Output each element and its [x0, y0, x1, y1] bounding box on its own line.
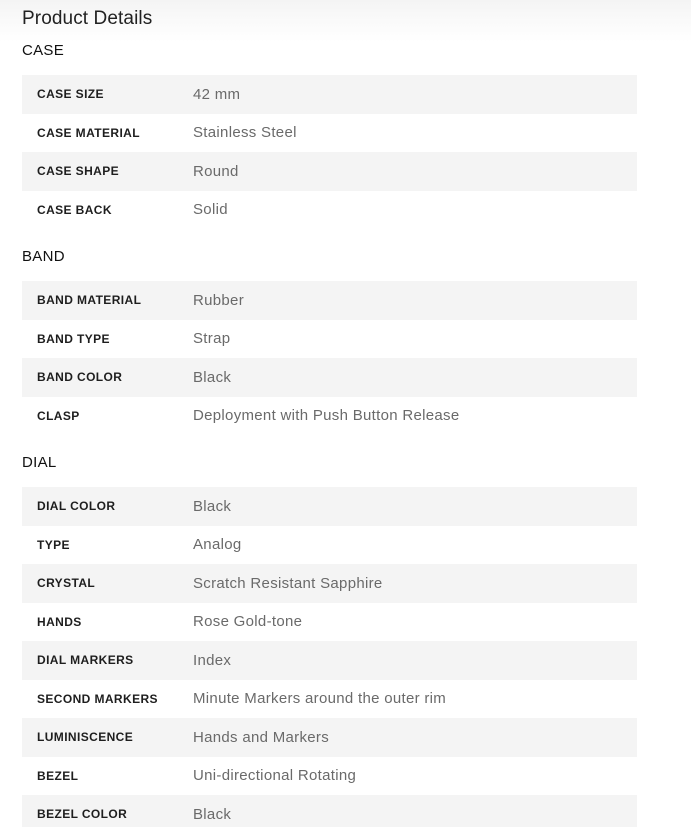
spec-row: [22, 757, 637, 796]
spec-row: [22, 526, 637, 565]
spec-label: CASE MATERIAL: [37, 125, 140, 140]
spec-label: DIAL COLOR: [37, 499, 116, 514]
spec-row: [22, 152, 637, 191]
spec-value: Scratch Resistant Sapphire: [193, 574, 383, 592]
spec-value: Deployment with Push Button Release: [193, 407, 460, 425]
spec-table-dial: [22, 487, 637, 827]
spec-row: [22, 114, 637, 153]
spec-value: Minute Markers around the outer rim: [193, 690, 447, 708]
spec-label: CLASP: [37, 408, 80, 423]
spec-row: [22, 795, 637, 827]
spec-label: LUMINISCENCE: [37, 730, 134, 745]
spec-row: [22, 75, 637, 114]
spec-label: DIAL MARKERS: [37, 653, 134, 668]
spec-label: CASE SIZE: [37, 87, 104, 102]
spec-value: Uni-directional Rotating: [193, 767, 357, 785]
spec-table-band: [22, 281, 637, 435]
spec-value: Stainless Steel: [193, 124, 297, 142]
spec-row: [22, 191, 637, 230]
section-title-dial: DIAL: [22, 454, 57, 471]
spec-label: CRYSTAL: [37, 576, 96, 591]
section-title-band: BAND: [22, 248, 65, 265]
page-title: Product Details: [22, 8, 153, 29]
spec-label: BAND TYPE: [37, 331, 110, 346]
spec-value: Strap: [193, 330, 231, 348]
spec-label: BEZEL COLOR: [37, 807, 128, 822]
spec-row: [22, 320, 637, 359]
spec-row: [22, 358, 637, 397]
spec-row: [22, 487, 637, 526]
spec-row: [22, 680, 637, 719]
spec-label: BAND MATERIAL: [37, 293, 142, 308]
spec-value: Index: [193, 651, 232, 669]
section-title-case: CASE: [22, 42, 65, 59]
spec-row: [22, 641, 637, 680]
spec-label: CASE SHAPE: [37, 164, 120, 179]
spec-value: 42 mm: [193, 85, 241, 103]
spec-label: CASE BACK: [37, 202, 112, 217]
spec-row: [22, 281, 637, 320]
spec-value: Round: [193, 162, 239, 180]
spec-value: Solid: [193, 201, 228, 219]
spec-value: Black: [193, 368, 232, 386]
spec-label: SECOND MARKERS: [37, 691, 158, 706]
spec-row: [22, 564, 637, 603]
spec-row: [22, 603, 637, 642]
spec-value: Hands and Markers: [193, 728, 329, 746]
spec-label: BAND COLOR: [37, 370, 123, 385]
spec-row: [22, 397, 637, 436]
spec-label: TYPE: [37, 537, 70, 552]
spec-label: HANDS: [37, 614, 82, 629]
spec-value: Rubber: [193, 291, 244, 309]
spec-value: Black: [193, 497, 232, 515]
spec-value: Rose Gold-tone: [193, 613, 303, 631]
spec-value: Analog: [193, 536, 242, 554]
spec-row: [22, 718, 637, 757]
spec-table-case: [22, 75, 637, 229]
spec-label: BEZEL: [37, 768, 79, 783]
spec-value: Black: [193, 805, 232, 823]
